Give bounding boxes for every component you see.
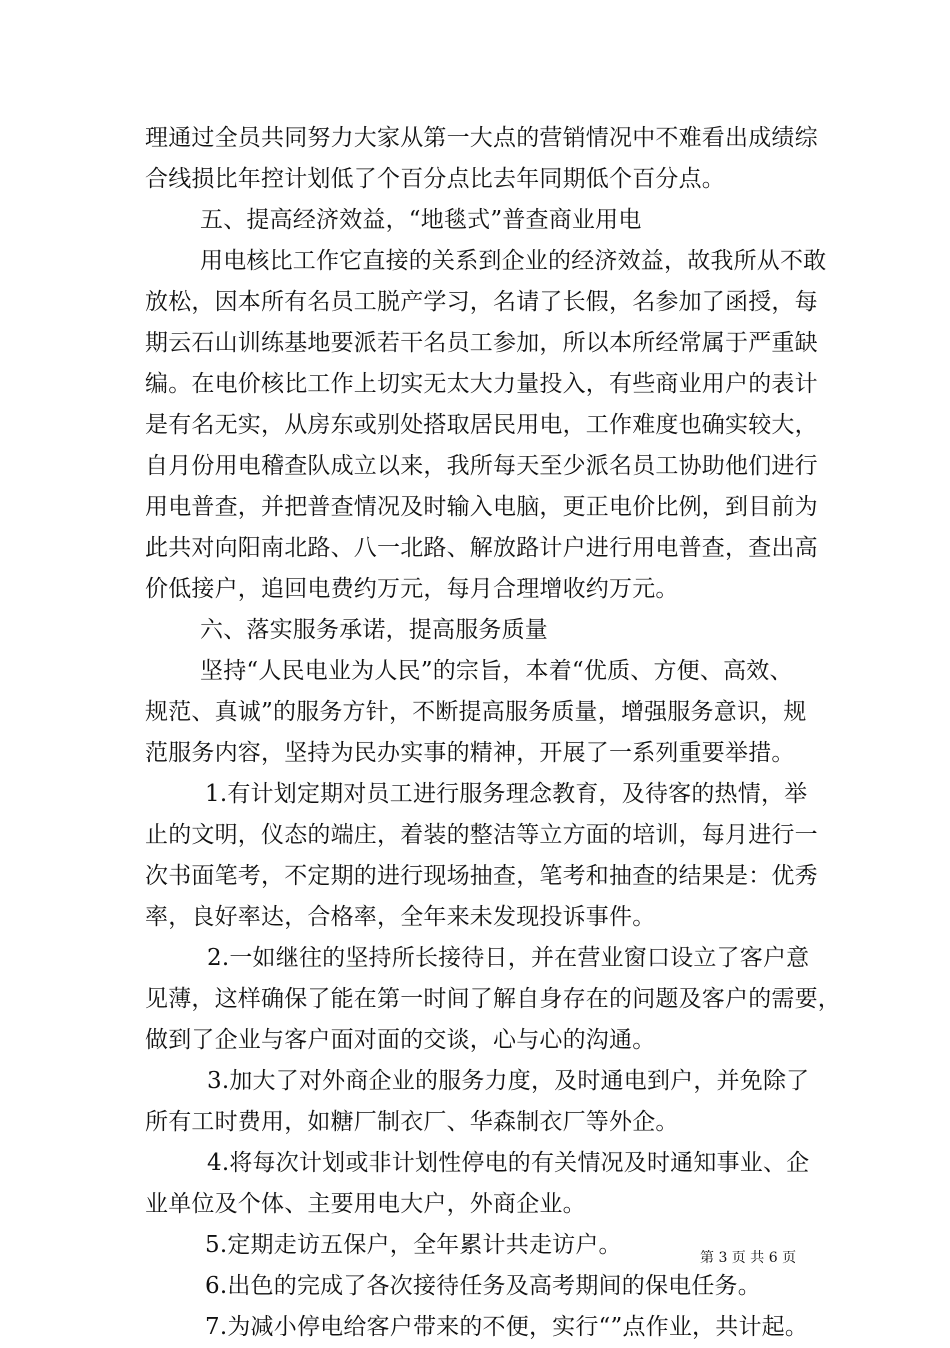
body-text	[145, 118, 841, 1348]
text-line: 用电核比工作它直接的关系到企业的经济效益，故我所从不敢	[200, 248, 827, 274]
list-item: 7.为减小停电给客户带来的不便，实行“”点作业，共计起。	[205, 1314, 809, 1340]
text-line: 价低接户，追回电费约万元，每月合理增收约万元。	[145, 576, 679, 602]
list-item: 5.定期走访五保户，全年累计共走访户。	[205, 1232, 622, 1258]
text-line: 合线损比年控计划低了个百分点比去年同期低个百分点。	[145, 166, 725, 192]
text-line: 编。在电价核比工作上切实无太大力量投入，有些商业用户的表计	[145, 371, 818, 397]
text-line: 期云石山训练基地要派若干名员工参加，所以本所经常属于严重缺	[145, 330, 818, 356]
text-line: 是有名无实，从房东或别处搭取居民用电，工作难度也确实较大，	[145, 412, 818, 438]
list-item: 3.加大了对外商企业的服务力度，及时通电到户，并免除了	[207, 1068, 810, 1094]
text-line: 业单位及个体、主要用电大户，外商企业。	[145, 1191, 586, 1217]
text-line: 放松，因本所有名员工脱产学习，名请了长假，名参加了函授，每	[145, 289, 818, 315]
section-heading: 五、提高经济效益，“地毯式”普查商业用电	[200, 207, 642, 233]
text-line: 理通过全员共同努力大家从第一大点的营销情况中不难看出成绩综	[145, 125, 818, 151]
text-line: 率，良好率达，合格率，全年来未发现投诉事件。	[145, 904, 656, 930]
text-line: 用电普查，并把普查情况及时输入电脑，更正电价比例，到目前为	[145, 494, 818, 520]
page-number-footer: 第 3 页 共 6 页	[700, 1250, 797, 1266]
list-item: 4.将每次计划或非计划性停电的有关情况及时通知事业、企	[207, 1150, 810, 1176]
text-line: 规范、真诚”的服务方针，不断提高服务质量，增强服务意识，规	[145, 699, 807, 725]
text-line: 所有工时费用，如糖厂制衣厂、华森制衣厂等外企。	[145, 1109, 679, 1135]
text-line: 此共对向阳南北路、八一北路、解放路计户进行用电普查，查出高	[145, 535, 818, 561]
text-line: 次书面笔考，不定期的进行现场抽查，笔考和抽查的结果是：优秀	[145, 863, 818, 889]
list-item: 1.有计划定期对员工进行服务理念教育，及待客的热情，举	[205, 781, 808, 807]
text-line: 止的文明，仪态的端庄，着装的整洁等立方面的培训，每月进行一	[145, 822, 818, 848]
text-line: 范服务内容，坚持为民办实事的精神，开展了一系列重要举措。	[145, 740, 795, 766]
text-line: 坚持“人民电业为人民”的宗旨，本着“优质、方便、高效、	[200, 658, 793, 684]
text-line: 自月份用电稽查队成立以来，我所每天至少派名员工协助他们进行	[145, 453, 818, 479]
list-item: 2.一如继往的坚持所长接待日，并在营业窗口设立了客户意	[207, 945, 810, 971]
list-item: 6.出色的完成了各次接待任务及高考期间的保电任务。	[205, 1273, 761, 1299]
section-heading: 六、落实服务承诺，提高服务质量	[200, 617, 548, 643]
text-line: 做到了企业与客户面对面的交谈，心与心的沟通。	[145, 1027, 656, 1053]
text-line: 见薄，这样确保了能在第一时间了解自身存在的问题及客户的需要，	[145, 986, 841, 1012]
